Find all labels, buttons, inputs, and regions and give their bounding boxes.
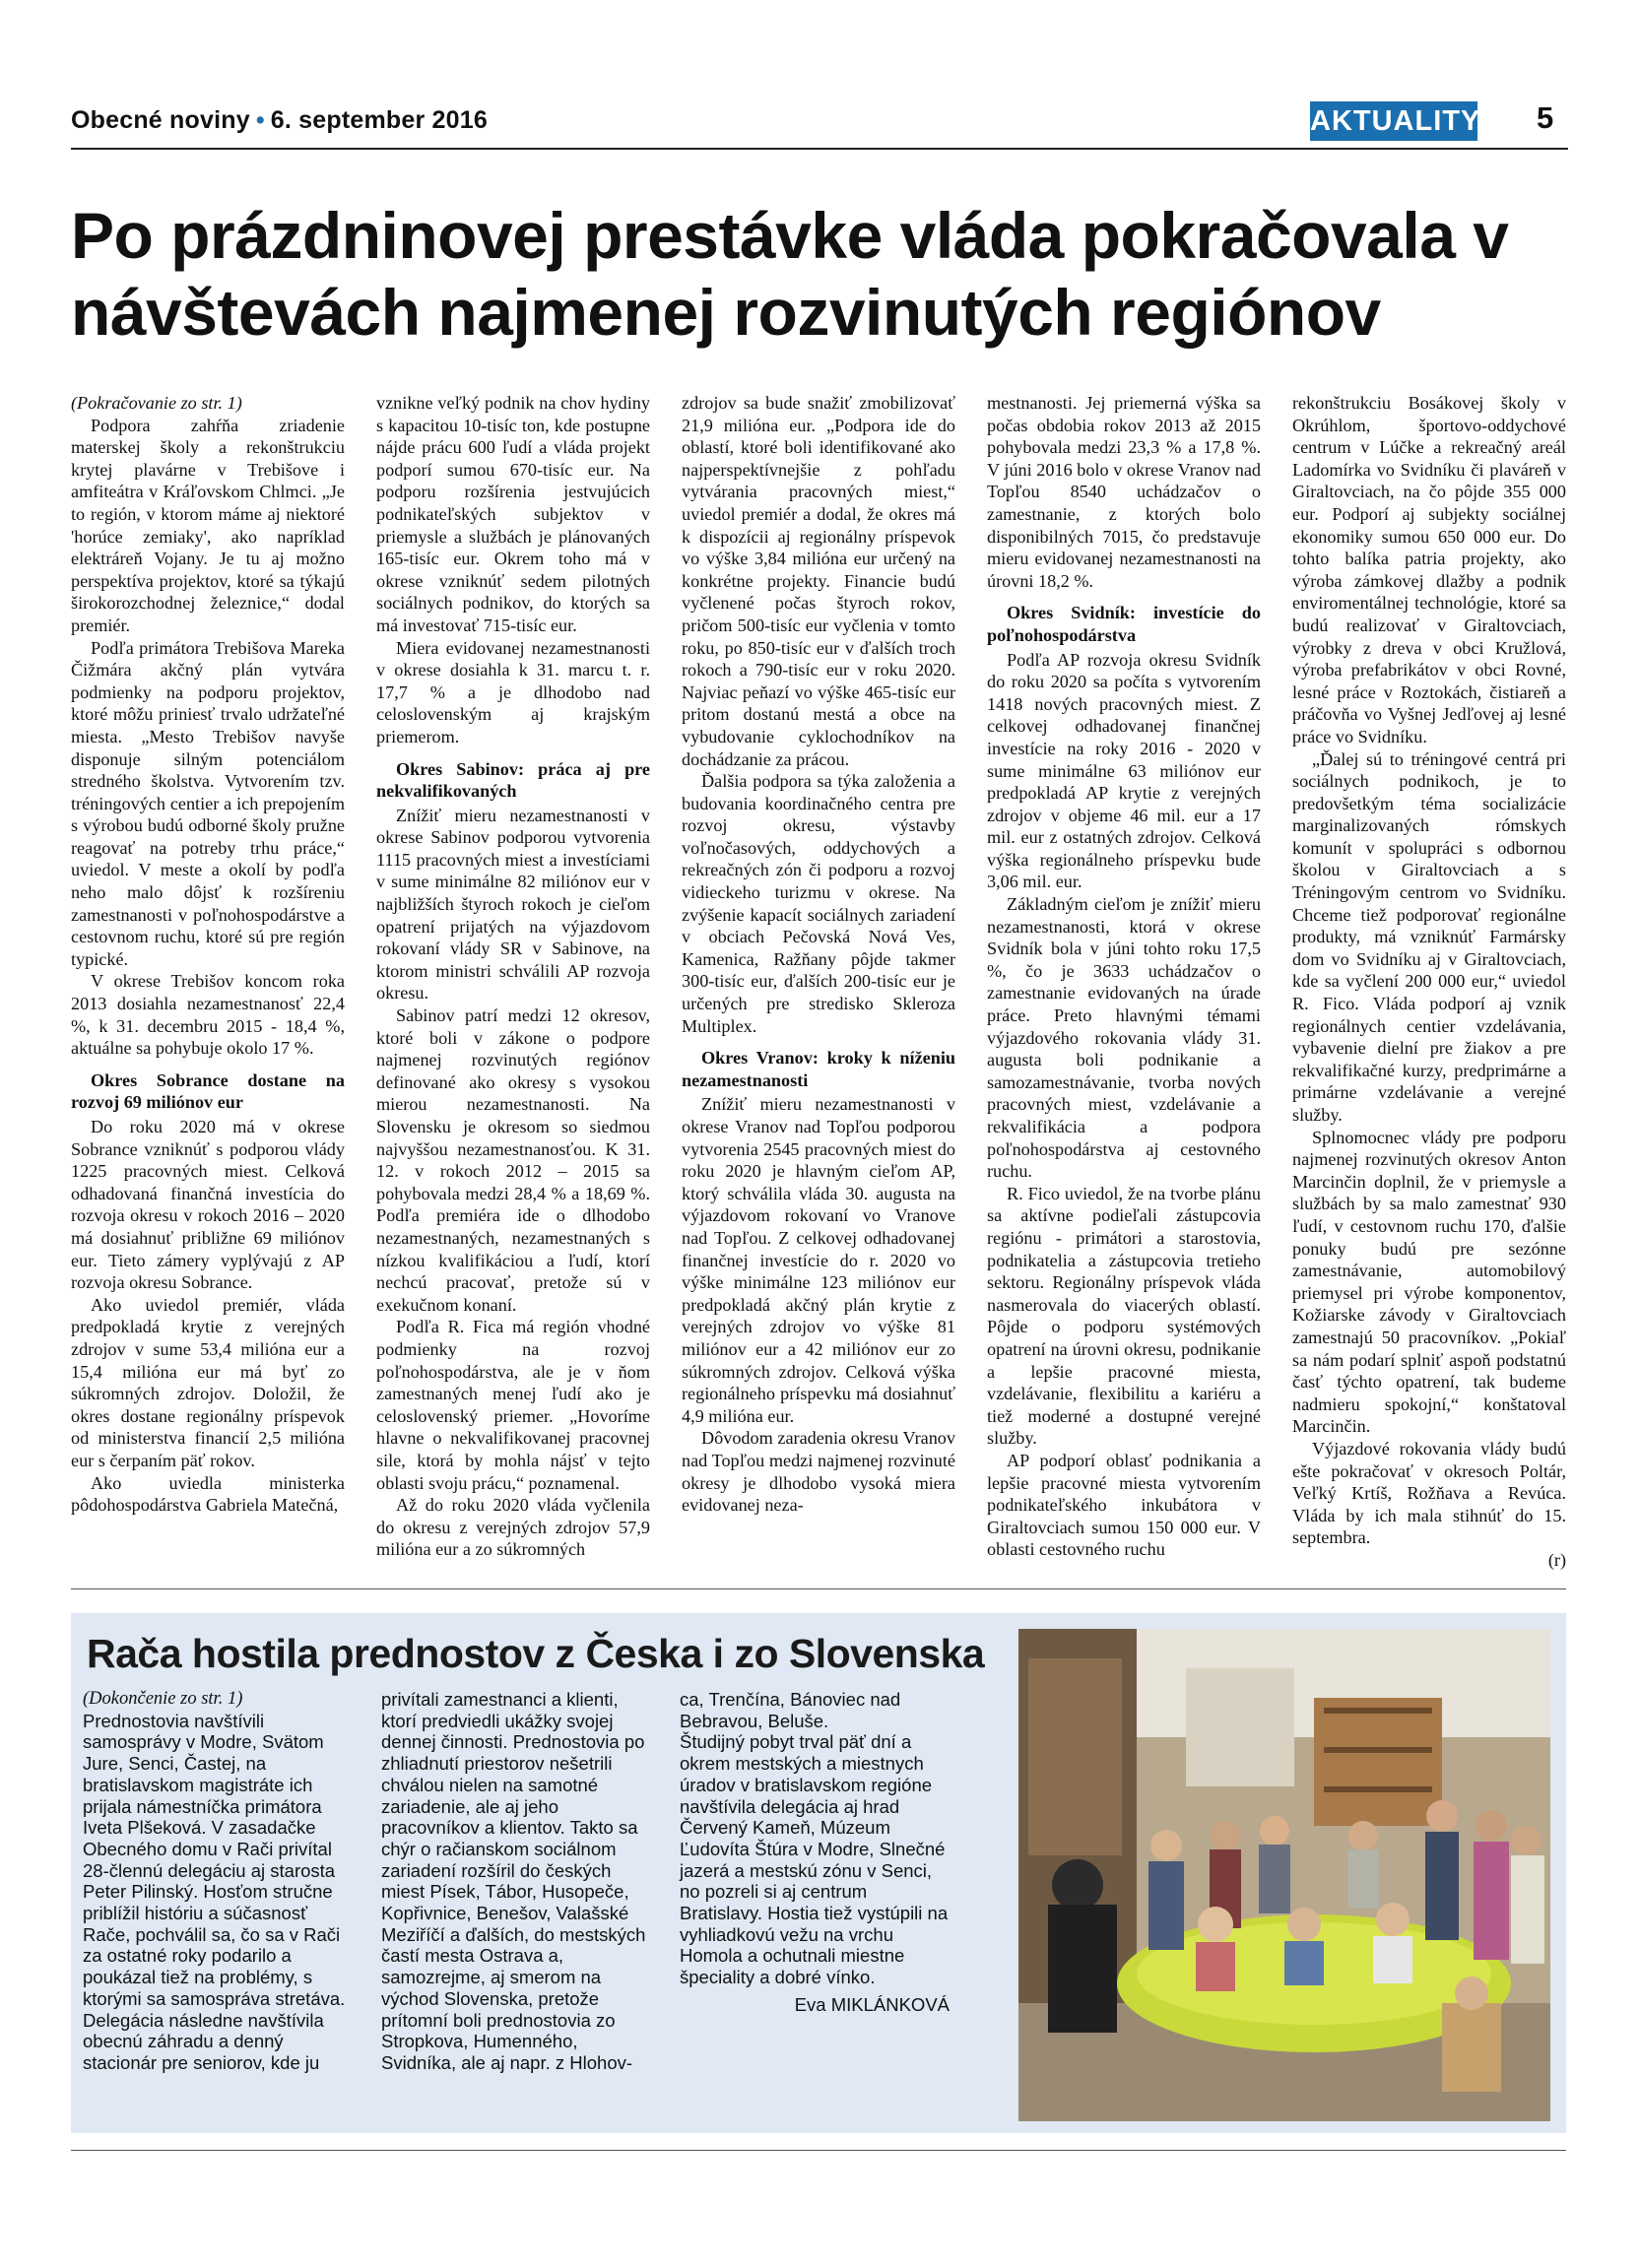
- article-column-4: [987, 392, 1261, 1561]
- meeting-photo: [1018, 1629, 1550, 2121]
- paragraph: Znížiť mieru nezamestnanosti v okrese Sabinov podporou vytvorenia 1115 pracovných miest a investíciami v sume minimálne 82 miliónov eur v najbližších štyroch rokoch je cieľom opatrení prijatých na výjazdovom rokovaní vlády SR v Sabinove, na ktorom ministri schválili AP rozvoja okresu.: [376, 805, 650, 1004]
- masthead: [71, 106, 488, 135]
- article-column-2: [376, 392, 650, 1561]
- subheading: Okres Sobrance dostane na rozvoj 69 miliónov eur: [71, 1069, 345, 1113]
- paragraph: AP podporí oblasť podnikania a lepšie pracovné miesta vytvorením podnikateľského inkubátora v Giraltovciach sumou 150 000 eur. V oblasti cestovného ruchu: [987, 1450, 1261, 1560]
- paragraph: Ďalšia podpora sa týka založenia a budovania koordinačného centra pre rozvoj okresu, výstavby voľnočasových, oddychových a rekreačných zón či podporu a rozvoj vidieckeho turizmu v okrese. Na zvýšenie kapacít sociálnych zariadení v obciach Pečovská Nová Ves, Kamenica, Ražňany pôjde takmer 300-tisíc eur, ďalších 200-tisíc eur je určených pre stredisko Skleroza Multiplex.: [682, 771, 955, 1036]
- subheading: Okres Svidník: investície do poľnohospodárstva: [987, 603, 1261, 645]
- paragraph: ca, Trenčína, Bánoviec nad Bebravou, Beluše.: [680, 1689, 901, 1731]
- section-label: AKTUALITY: [1310, 101, 1477, 141]
- paragraph: Delegácia následne navštívila obecnú záhradu a denný stacionár pre seniorov, kde ju: [83, 2009, 324, 2073]
- bottom-rule: [71, 2150, 1566, 2151]
- sidebar-column-3: [680, 1689, 950, 2016]
- main-article: [71, 392, 1566, 1574]
- paragraph: Ako uviedol premiér, vláda predpokladá krytie z verejných zdrojov v sume 53,4 milióna eur a 15,4 milióna eur má byť zo súkromných zdrojov. Doložil, že okres dostane regionálny príspevok od ministerstva financií 2,5 milióna eur s čerpaním päť rokov.: [71, 1294, 345, 1470]
- paragraph: Miera evidovanej nezamestnanosti v okrese dosiahla k 31. marcu t. r. 17,7 % a je dlhodobo nad celoslovenským aj krajským priemerom.: [376, 637, 650, 746]
- continuation-note: (Dokončenie zo str. 1): [83, 1689, 243, 1709]
- sidebar-column-2: [381, 1689, 651, 2074]
- paragraph: Podľa AP rozvoja okresu Svidník do roku 2020 sa počíta s vytvorením 1418 nových pracovných miest. Z celkovej odhadovanej finančnej investície na roky 2016 - 2020 v sume minimálne 63 miliónov eur predpokladá AP krytie z verejných zdrojov v objeme 46 mil. eur a 17 mil. eur z ostatných zdrojov. Celková výška regionálneho príspevku bude 3,06 mil. eur.: [987, 649, 1261, 892]
- paragraph: Do roku 2020 má v okrese Sobrance vzniknúť s podporou vlády 1225 pracovných miest. Celková odhadovaná finančná investícia do rozvoja okresu v rokoch 2016 – 2020 má dosiahnuť približne 69 miliónov eur. Tieto zámery vyplývajú z AP rozvoja okresu Sobrance.: [71, 1117, 345, 1293]
- paragraph: Podpora zahŕňa zriadenie materskej školy a rekonštrukciu krytej plavárne v Trebišove i amfiteátra v Kráľovskom Chlmci. „Je to región, v ktorom máme aj niektoré 'horúce zemiaky', ako napríklad elektráreň Vojany. Je tu aj možno perspektíva projektov, ktoré sa týkajú širokorozchodnej železnice,“ dodal premiér.: [71, 415, 345, 635]
- sidebar-article: [71, 1613, 1566, 2133]
- paragraph: Podľa primátora Trebišova Mareka Čižmára akčný plán vytvára podmienky na podporu projektov, ktoré môžu priniesť trvalo udržateľné miesta. „Mesto Trebišov navyše disponuje silným potenciálom stredného školstva. Vytvorením tzv. tréningových centier a ich prepojením s výrobou budú odborné školy pružne reagovať na potreby trhu práce,“ uviedol. V meste a okolí by podľa neho malo dôjsť k rozšíreniu zamestnanosti v poľnohospodárstve a cestovnom ruchu, ktoré sú pre región typické.: [71, 637, 345, 969]
- paragraph: privítali zamestnanci a klienti, ktorí predviedli ukážky svojej dennej činnosti. Prednostovia po zhliadnutí priestorov nešetrili chválou nielen na samotné zariadenie, ale aj jeho pracovníkov a klientov. Takto sa chýr o račianskom sociálnom zariadení rozšíril do českých miest Písek, Tábor, Husopeče, Kopřivnice, Benešov, Valašské Meziříčí a ďalších, do mestských častí mesta Ostrava a, samozrejme, aj smerom na východ Slovenska, pretože prítomní boli prednostovia zo Stropkova, Humenného, Svidníka, ale aj napr. z Hlohov-: [381, 1689, 646, 2073]
- headline: Po prázdninovej prestávke vláda pokračovala v návštevách najmenej rozvinutých regiónov: [71, 199, 1509, 349]
- header-dot: •: [255, 106, 265, 134]
- page-number: 5: [1537, 100, 1554, 135]
- paragraph: vznikne veľký podnik na chov hydiny s kapacitou 10-tisíc ton, kde postupne nájde prácu 600 ľudí a vláda projekt podporí sumou 670-tisíc eur. Na podporu rozšírenia jestvujúcich podnikateľských subjektov v priemysle a službách je plánovaných 165-tisíc eur. Okrem toho má v okrese vzniknúť sedem pilotných sociálnych podnikov, do ktorých sa má investovať 715-tisíc eur.: [376, 393, 650, 635]
- article-column-3: [682, 392, 955, 1517]
- paragraph: Sabinov patrí medzi 12 okresov, ktoré boli v zákone o podpore najmenej rozvinutých regiónov definované ako okresy s vysokou mierou nezamestnanosti. Na Slovensku je okresom so siedmou najvyššou nezamestnanosťou. K 31. 12. v rokoch 2012 – 2015 sa pohybovala medzi 28,4 % a 18,69 %. Podľa premiéra ide o dlhodobo nezamestnaných, nezamestnaných s nízkou kvalifikáciou a ľudí, ktorí nechcú pracovať, pretože sú v exekučnom konaní.: [376, 1005, 650, 1315]
- sidebar-column-1: [83, 1689, 353, 2074]
- paragraph: rekonštrukciu Bosákovej školy v Okrúhlom, športovo-oddychové centrum v Lúčke a rekreačný areál Ladomírka vo Svidníku či plaváreň v Giraltovciach, na čo pôjde 355 000 eur. Podporí aj subjekty sociálnej ekonomiky sumou 650 000 eur. Do tohto balíka patria projekty, ako výroba zámkovej dlažby a podnik enviromentálnej technológie, ktoré sa budú realizovať v Giraltovciach, výrobky z dreva v obci Kružlová, výroba prefabrikátov v obci Rovné, lesné práce v Roztokách, čistiareň a práčovňa vo Vyšnej Jedľovej aj lesné práce vo Svidníku.: [1292, 393, 1566, 746]
- paragraph: R. Fico uviedol, že na tvorbe plánu sa aktívne podieľali zástupcovia regiónu - primátori a starostovia, podnikatelia a zástupcovia tretieho sektoru. Regionálny príspevok vláda nasmerovala do viacerých oblastí. Pôjde o podporu systémových opatrení na úrovni okresu, podnikanie a lepšie pracovné miesta, vzdelávanie, flexibilitu a kariéru a tiež moderné a dostupné verejné služby.: [987, 1183, 1261, 1449]
- paper-name: Obecné noviny: [71, 106, 250, 134]
- paragraph: Prednostovia navštívili samosprávy v Modre, Svätom Jure, Senci, Častej, na bratislavskom magistráte ich prijala námestníčka primátora Iveta Plšeková. V zasadačke Obecného domu v Rači privítal 28-člennú delegáciu aj starosta Peter Pilinský. Hosťom stručne priblížil históriu a súčasnosť Rače, pochválil sa, čo sa v Rači za ostatné roky podarilo a poukázal tiež na problémy, s ktorými sa samospráva stretáva.: [83, 1710, 346, 2009]
- paragraph: V okrese Trebišov koncom roka 2013 dosiahla nezamestnanosť 22,4 %, k 31. decembru 2015 - 18,4 %, aktuálne sa pohybuje okolo 17 %.: [71, 971, 345, 1059]
- paragraph: „Ďalej sú to tréningové centrá pri sociálnych podnikoch, je to predovšetkým téma socializácie marginalizovaných rómskych komunít v spolupráci s odbornou školou v Giraltovciach a s Tréningovým centrom vo Svidníku. Chceme tiež podporovať regionálne produkty, má vzniknúť Farmársky dom vo Svidníku aj v Giraltovciach, kde sa vyčlení 200 000 eur,“ uviedol R. Fico. Vláda podporí aj vznik regionálnych centier vzdelávania, vybavenie dielní pre žiakov a pre rekvalifikačné kurzy, predprimárne a primárne vzdelávanie a verejné služby.: [1292, 748, 1566, 1125]
- header-rule: [71, 148, 1568, 150]
- paragraph: Výjazdové rokovania vlády budú ešte pokračovať v okresoch Poltár, Veľký Krtíš, Rožňava a Revúca. Vláda by ich mala stihnúť do 15. septembra.: [1292, 1438, 1566, 1548]
- subheading: Okres Sabinov: práca aj pre nekvalifikovaných: [376, 758, 650, 802]
- meeting-photo-image: [1018, 1629, 1550, 2121]
- paragraph: Znížiť mieru nezamestnanosti v okrese Vranov nad Topľou podporou vytvorenia 2545 pracovných miest do roku 2020 je hlavným cieľom AP, ktorý schválila vláda 30. augusta na výjazdovom rokovaní vo Vranove nad Topľou. Z celkovej odhadovanej finančnej investície do r. 2020 vo výške minimálne 123 miliónov eur predpokladá akčný plán krytie z verejných zdrojov vo výške 81 miliónov eur a 42 miliónov eur zo súkromných zdrojov. Celková výška regionálneho príspevku má dosiahnuť 4,9 milióna eur.: [682, 1094, 955, 1426]
- paragraph: Základným cieľom je znížiť mieru nezamestnanosti, ktorá v okrese Svidník bola v júni tohto roku 17,5 %, čo je 3633 uchádzačov o zamestnanie evidovaných na úrade práce. Preto hlavnými témami výjazdového rokovania vlády 31. augusta boli podnikanie a samozamestnávanie, tvorba nových pracovných miest, vzdelávanie a rekvalifikácia a podpora poľnohospodárstva aj cestovného ruchu.: [987, 894, 1261, 1182]
- article-column-5: [1292, 392, 1566, 1571]
- paragraph: Podľa R. Fica má región vhodné podmienky na rozvoj poľnohospodárstva, ale je v ňom zamestnaných menej ľudí ako je celoslovenský priemer. „Hovoríme hlavne o nekvalifikovanej pracovnej sile, ktorá by mohla nájsť v tejto oblasti svoju prácu,“ poznamenal.: [376, 1317, 650, 1493]
- paragraph: Až do roku 2020 vláda vyčlenila do okresu z verejných zdrojov 57,9 milióna eur a zo súkromných: [376, 1495, 650, 1560]
- continuation-note: (Pokračovanie zo str. 1): [71, 393, 242, 413]
- issue-date: 6. september 2016: [270, 106, 488, 134]
- paragraph: Ako uviedla ministerka pôdohospodárstva Gabriela Matečná,: [71, 1472, 345, 1516]
- author-signature: (r): [1547, 1549, 1566, 1570]
- paragraph: zdrojov sa bude snažiť zmobilizovať 21,9 milióna eur. „Podpora ide do oblastí, ktoré boli identifikované ako najperspektívnejšie z pohľadu vytvárania pracovných miest,“ uviedol premiér a dodal, že okres má k dispozícii aj regionálny príspevok vo výške 3,84 milióna eur určený na konkrétne projekty. Financie budú vyčlenené počas štyroch rokov, pričom 500-tisíc eur vyčlenia v tomto roku, po 850-tisíc eur v ďalších troch rokoch a 790-tisíc eur v roku 2020. Najviac peňazí vo výške 465-tisíc eur pritom dostanú mestá a obce na vybudovanie cyklochodníkov na dochádzanie za prácou.: [682, 393, 955, 769]
- section-divider: [71, 1588, 1566, 1589]
- paragraph: Dôvodom zaradenia okresu Vranov nad Topľou medzi najmenej rozvinuté okresy je dlhodobo vysoká miera evidovanej neza-: [682, 1428, 955, 1516]
- paragraph: mestnanosti. Jej priemerná výška sa počas obdobia rokov 2013 až 2015 pohybovala medzi 23,3 % a 17,8 %. V júni 2016 bolo v okrese Vranov nad Topľou 8540 uchádzačov o zamestnanie, z ktorých bolo disponibilných 7015, čo predstavuje mieru evidovanej nezamestnanosti na úrovni 18,2 %.: [987, 393, 1261, 591]
- author-byline: Eva MIKLÁNKOVÁ: [794, 1993, 950, 2015]
- sidebar-headline: Rača hostila prednostov z Česka i zo Slovenska: [87, 1631, 985, 1676]
- paragraph: Splnomocnec vlády pre podporu najmenej rozvinutých okresov Anton Marcinčin doplnil, že v priemysle a službách by sa malo zamestnať 930 ľudí, v cestovnom ruchu 170, ďalšie ponuky budú pre sezónne zamestnávanie, automobilový priemysel pri výrobe komponentov, Kožiarske závody v Giraltovciach zamestnajú 50 pracovníkov. „Pokiaľ sa nám podarí splniť aspoň podstatnú časť týchto opatrení, tak budeme nadmieru spokojní,“ konštatoval Marcinčin.: [1292, 1127, 1566, 1437]
- paragraph: Študijný pobyt trval päť dní a okrem mestských a miestnych úradov v bratislavskom regióne navštívila delegácia aj hrad Červený Kameň, Múzeum Ľudovíta Štúra v Modre, Slnečné jazerá a mestskú zónu v Senci, no pozreli si aj centrum Bratislavy. Hostia tiež vystúpili na vyhliadkovú vežu na vrchu Homola a ochutnali miestne špeciality a dobré vínko.: [680, 1731, 949, 1988]
- subheading: Okres Vranov: kroky k níženiu nezamestnanosti: [682, 1048, 955, 1090]
- article-column-1: [71, 392, 345, 1517]
